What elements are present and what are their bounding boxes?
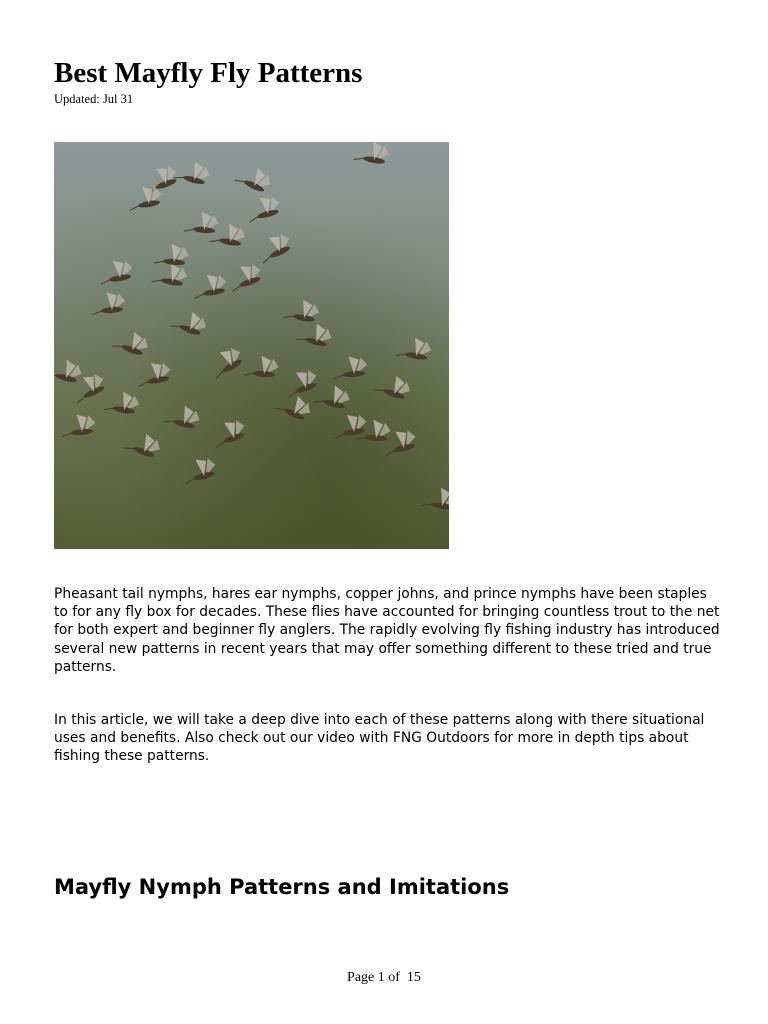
mayfly-shape xyxy=(331,412,368,439)
mayfly-shape xyxy=(235,161,275,194)
mayfly-shape xyxy=(244,193,282,222)
mayfly-shape xyxy=(184,210,220,234)
mayfly-shape xyxy=(314,381,352,410)
mayfly-shape xyxy=(91,291,127,315)
mayfly-shape xyxy=(354,142,391,165)
mayfly-shape xyxy=(97,258,134,285)
mayfly-shape xyxy=(333,355,369,379)
mayfly-shape xyxy=(225,260,264,291)
mayfly-shape xyxy=(206,343,246,378)
mayfly-shape xyxy=(180,455,218,484)
updated-date: Updated: Jul 31 xyxy=(54,92,134,106)
mayfly-shape xyxy=(275,389,315,422)
mayfly-shape xyxy=(374,370,413,401)
mayfly-shape xyxy=(209,416,248,447)
article-overview-paragraph: In this article, we will take a deep dive into each of these patterns along with there situational uses and benefits. Also check out our video with FNG Outdoors for more in depth tips about fishing these patterns. xyxy=(54,712,705,765)
mayfly-shape xyxy=(191,272,228,299)
mayfly-shape xyxy=(174,157,212,186)
page-number-footer: Page 1 of 15 xyxy=(347,970,421,985)
mayflies-illustration xyxy=(54,142,449,549)
mayfly-shape xyxy=(170,306,209,337)
mayfly-shape xyxy=(104,389,141,416)
mayfly-shape xyxy=(284,297,321,324)
mayfly-shape xyxy=(281,366,320,397)
mayflies-photo xyxy=(54,142,449,549)
mayfly-shape xyxy=(152,261,189,288)
mayfly-shape xyxy=(124,428,163,459)
mayfly-shape xyxy=(254,230,294,263)
section-heading: Mayfly Nymph Patterns and Imitations xyxy=(54,875,510,899)
page-title: Best Mayfly Fly Patterns xyxy=(54,57,363,89)
mayfly-shape xyxy=(135,360,172,387)
mayfly-shape xyxy=(61,413,97,437)
mayfly-shape xyxy=(154,242,190,266)
mayfly-shape xyxy=(422,485,449,512)
mayfly-shape xyxy=(396,335,433,362)
intro-paragraph: Pheasant tail nymphs, hares ear nymphs, copper johns, and prince nymphs have been staples to for any fly box for decades. These flies have accounted for bringing countless trout to the net for both expert and beginner fly anglers. The rapidly evolving fly fishing industry has introduced several new patterns in recent years that may offer something different to these tried and true patterns. xyxy=(54,586,720,675)
mayfly-shape xyxy=(112,326,151,357)
mayfly-shape xyxy=(164,401,202,430)
mayfly-shape xyxy=(54,355,84,384)
mayfly-shape xyxy=(296,319,334,348)
mayfly-shape xyxy=(244,354,280,378)
